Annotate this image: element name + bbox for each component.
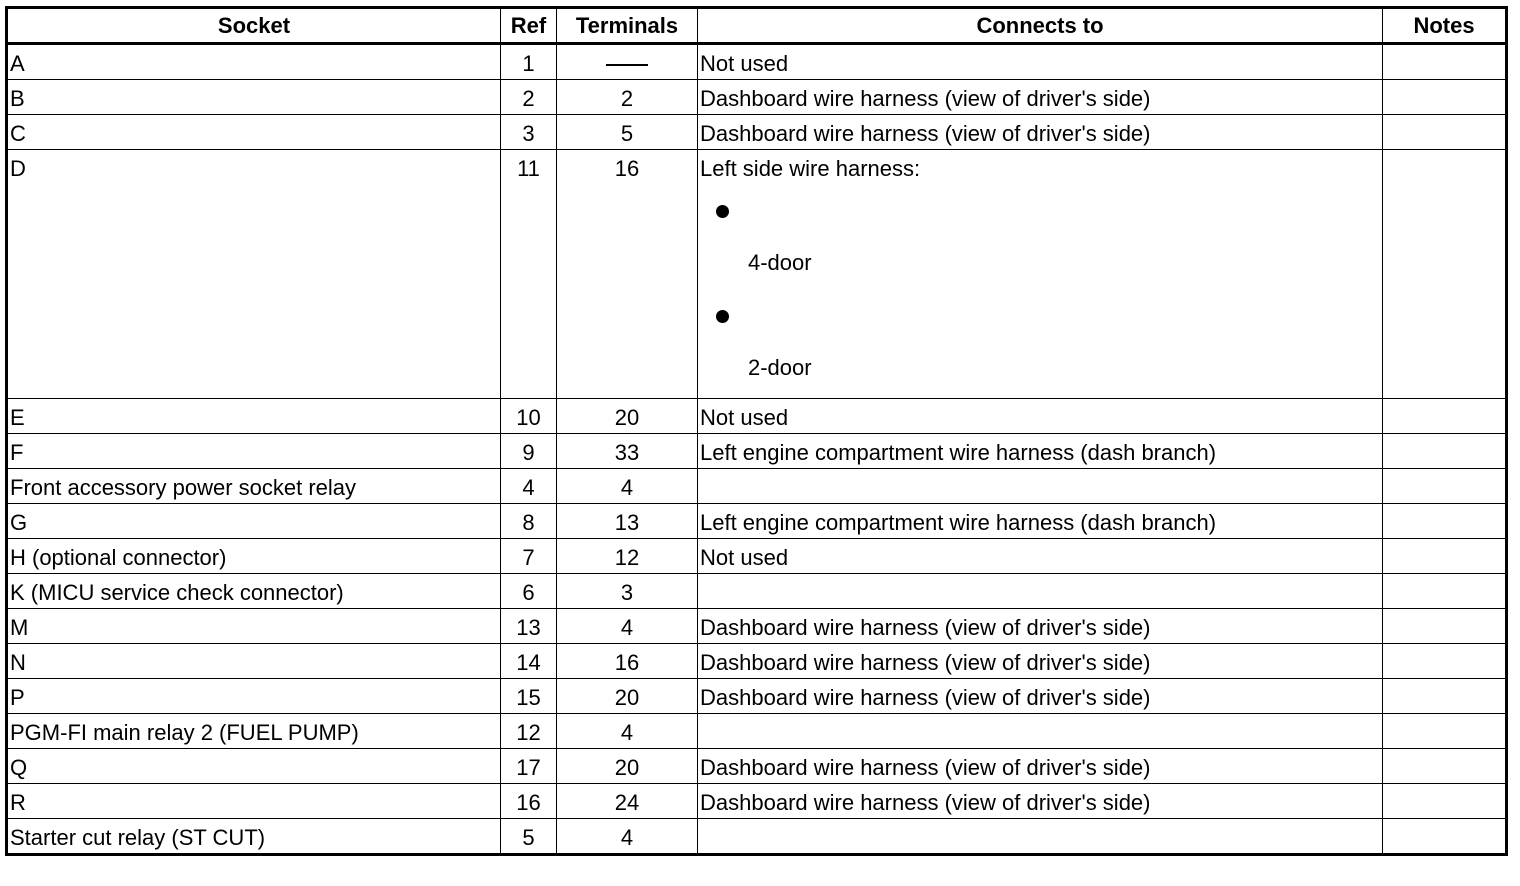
terminals-cell: 20: [557, 679, 698, 714]
connects-to-cell: [698, 150, 1383, 399]
socket-cell: F: [7, 434, 501, 469]
terminals-cell: 20: [557, 749, 698, 784]
ref-cell: 13: [501, 609, 557, 644]
ref-cell: 5: [501, 819, 557, 855]
notes-cell: [1383, 150, 1507, 399]
ref-cell: 15: [501, 679, 557, 714]
socket-cell: N: [7, 644, 501, 679]
socket-cell: A: [7, 44, 501, 80]
table-row: [7, 714, 1507, 749]
bullet-text: 4-door: [748, 250, 812, 275]
table-row: [7, 44, 1507, 80]
ref-cell: 10: [501, 399, 557, 434]
table-row: [7, 749, 1507, 784]
ref-cell: 16: [501, 784, 557, 819]
list-item: [700, 286, 1380, 391]
notes-cell: [1383, 609, 1507, 644]
terminals-cell: 33: [557, 434, 698, 469]
socket-cell: C: [7, 115, 501, 150]
socket-cell: Starter cut relay (ST CUT): [7, 819, 501, 855]
terminals-cell: 3: [557, 574, 698, 609]
table-row: [7, 115, 1507, 150]
ref-cell: 17: [501, 749, 557, 784]
notes-cell: [1383, 504, 1507, 539]
connects-to-cell: Dashboard wire harness (view of driver's side): [698, 609, 1383, 644]
table-row: [7, 644, 1507, 679]
table-row: [7, 399, 1507, 434]
header-ref: Ref: [501, 8, 557, 44]
header-terminals: Terminals: [557, 8, 698, 44]
table-body: [7, 44, 1507, 855]
terminals-cell: [557, 44, 698, 80]
connects-to-cell: [698, 714, 1383, 749]
terminals-cell: 24: [557, 784, 698, 819]
socket-cell: H (optional connector): [7, 539, 501, 574]
table-row: [7, 539, 1507, 574]
table-row: [7, 504, 1507, 539]
connects-to-cell: Left engine compartment wire harness (dash branch): [698, 434, 1383, 469]
ref-cell: 8: [501, 504, 557, 539]
connects-to-cell: Dashboard wire harness (view of driver's side): [698, 784, 1383, 819]
terminals-cell: 20: [557, 399, 698, 434]
connects-to-cell: [698, 819, 1383, 855]
bullet-text: 2-door: [748, 355, 812, 380]
notes-cell: [1383, 539, 1507, 574]
notes-cell: [1383, 469, 1507, 504]
terminals-cell: 13: [557, 504, 698, 539]
bullet-list: [700, 181, 1380, 391]
ref-cell: 1: [501, 44, 557, 80]
notes-cell: [1383, 80, 1507, 115]
connects-to-cell: Dashboard wire harness (view of driver's side): [698, 80, 1383, 115]
table-row: [7, 819, 1507, 855]
connects-to-cell: Dashboard wire harness (view of driver's side): [698, 749, 1383, 784]
header-connects-to: Connects to: [698, 8, 1383, 44]
terminals-cell: 16: [557, 150, 698, 399]
notes-cell: [1383, 574, 1507, 609]
table-row: [7, 469, 1507, 504]
socket-cell: P: [7, 679, 501, 714]
connects-to-cell: Left engine compartment wire harness (dash branch): [698, 504, 1383, 539]
ref-cell: 4: [501, 469, 557, 504]
table-row: [7, 80, 1507, 115]
notes-cell: [1383, 784, 1507, 819]
notes-cell: [1383, 399, 1507, 434]
socket-cell: R: [7, 784, 501, 819]
notes-cell: [1383, 749, 1507, 784]
connects-to-cell: Not used: [698, 399, 1383, 434]
table-row: [7, 679, 1507, 714]
notes-cell: [1383, 714, 1507, 749]
socket-cell: E: [7, 399, 501, 434]
connects-to-cell: Dashboard wire harness (view of driver's side): [698, 115, 1383, 150]
ref-cell: 11: [501, 150, 557, 399]
table-row: [7, 574, 1507, 609]
header-row: [7, 8, 1507, 44]
connects-to-text: Left side wire harness:: [700, 156, 921, 181]
socket-cell: PGM-FI main relay 2 (FUEL PUMP): [7, 714, 501, 749]
terminals-cell: 4: [557, 609, 698, 644]
bullet-icon: [716, 310, 729, 323]
ref-cell: 2: [501, 80, 557, 115]
notes-cell: [1383, 434, 1507, 469]
socket-cell: B: [7, 80, 501, 115]
terminals-cell: 4: [557, 819, 698, 855]
table-row: [7, 784, 1507, 819]
table-row: [7, 609, 1507, 644]
list-item: [700, 181, 1380, 286]
connects-to-cell: Dashboard wire harness (view of driver's side): [698, 644, 1383, 679]
bullet-icon: [716, 205, 729, 218]
ref-cell: 7: [501, 539, 557, 574]
ref-cell: 6: [501, 574, 557, 609]
header-socket: Socket: [7, 8, 501, 44]
notes-cell: [1383, 44, 1507, 80]
terminals-cell: 16: [557, 644, 698, 679]
notes-cell: [1383, 115, 1507, 150]
terminals-cell: 2: [557, 80, 698, 115]
ref-cell: 9: [501, 434, 557, 469]
table-row: [7, 434, 1507, 469]
table-row: [7, 150, 1507, 399]
notes-cell: [1383, 819, 1507, 855]
terminals-cell: 4: [557, 714, 698, 749]
notes-cell: [1383, 644, 1507, 679]
ref-cell: 12: [501, 714, 557, 749]
socket-table: [5, 6, 1508, 856]
socket-cell: D: [7, 150, 501, 399]
terminals-cell: 12: [557, 539, 698, 574]
connects-to-cell: [698, 574, 1383, 609]
connects-to-cell: [698, 469, 1383, 504]
connects-to-cell: Not used: [698, 539, 1383, 574]
socket-cell: G: [7, 504, 501, 539]
ref-cell: 14: [501, 644, 557, 679]
notes-cell: [1383, 679, 1507, 714]
terminals-cell: 4: [557, 469, 698, 504]
dash-mark: [606, 64, 648, 66]
connects-to-cell: Not used: [698, 44, 1383, 80]
socket-cell: M: [7, 609, 501, 644]
socket-cell: Q: [7, 749, 501, 784]
ref-cell: 3: [501, 115, 557, 150]
socket-cell: Front accessory power socket relay: [7, 469, 501, 504]
terminals-cell: 5: [557, 115, 698, 150]
socket-cell: K (MICU service check connector): [7, 574, 501, 609]
connects-to-cell: Dashboard wire harness (view of driver's side): [698, 679, 1383, 714]
header-notes: Notes: [1383, 8, 1507, 44]
